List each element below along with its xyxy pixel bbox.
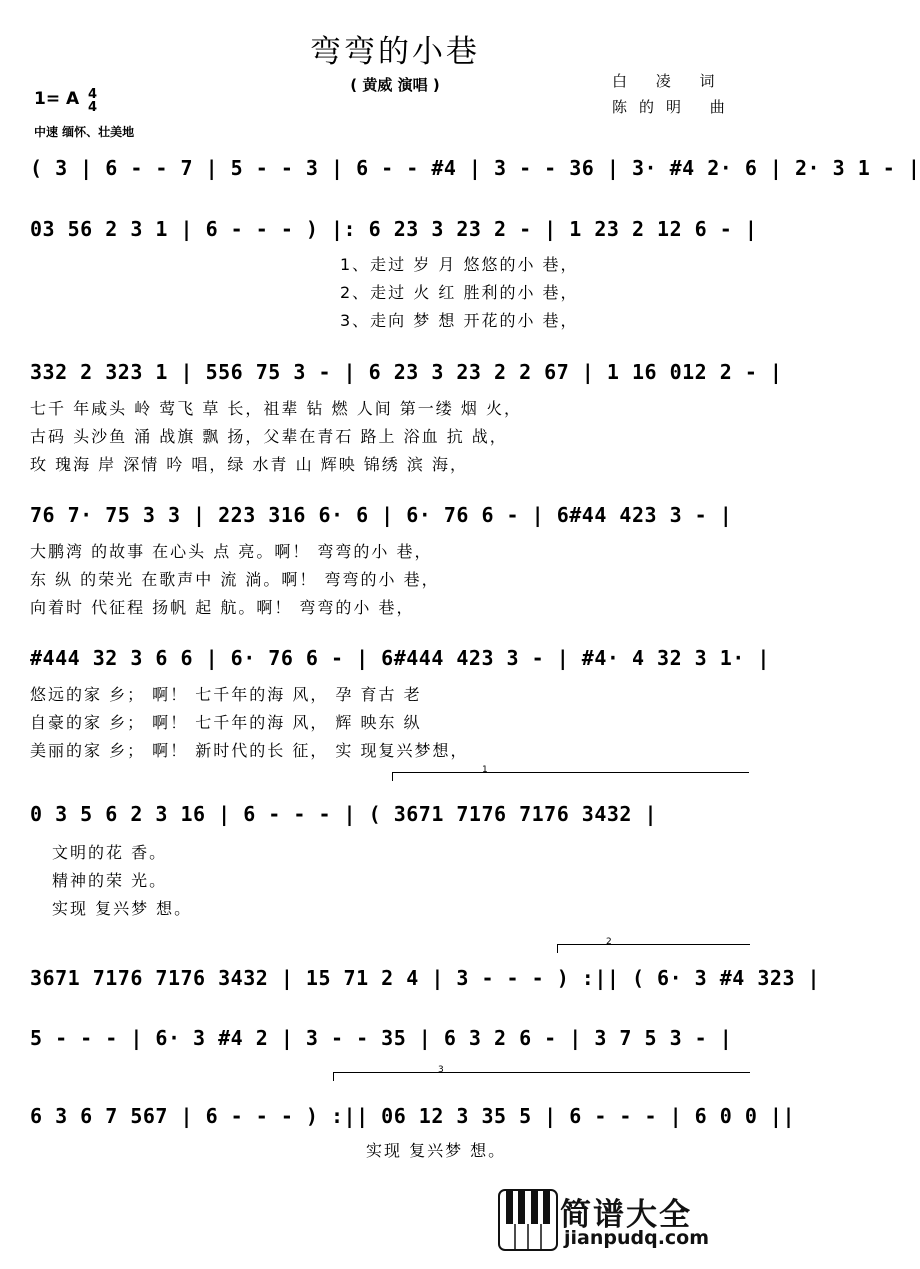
singer-credit: ( 黄威 演唱 ) [350, 76, 440, 94]
notation-line-8: 5 - - - | 6· 3 #4 2 | 3 - - 35 | 6 3 2 6 - | 3 7 5 3 - | [30, 1026, 733, 1050]
lyric-line-4-verse-2: 东 纵 的荣光 在歌声中 流 淌。啊！ 弯弯的小 巷， [30, 570, 440, 589]
lyric-line-2-verse-2: 2、走过 火 红 胜利的小 巷， [340, 283, 579, 302]
volta-bracket-2 [557, 944, 750, 953]
lyric-line-3-verse-1: 七千 年咸头 岭 莺飞 草 长，祖辈 钻 燃 人间 第一缕 烟 火， [30, 399, 522, 418]
time-signature-bottom: 4 [88, 100, 98, 115]
notation-line-6: 0 3 5 6 2 3 16 | 6 - - - | ( 3671 7176 7176 3432 | [30, 802, 658, 826]
composer-credit: 陈的明 曲 [612, 98, 737, 116]
volta-bracket-3 [333, 1072, 750, 1081]
lyric-line-9-verse-1: 实现 复兴梦 想。 [366, 1141, 507, 1160]
time-signature-top: 4 [88, 87, 98, 102]
notation-line-9: 6 3 6 7 567 | 6 - - - ) :|| 06 12 3 35 5 | 6 - - - | 6 0 0 || [30, 1104, 796, 1128]
key-signature: 1= A [34, 89, 80, 109]
logo-name: 简谱大全 [560, 1197, 692, 1233]
lyric-line-5-verse-2: 自豪的家 乡； 啊！ 七千年的海 风， 辉 映东 纵 [30, 713, 422, 732]
lyric-line-6-verse-1: 文明的花 香。 [52, 843, 168, 862]
lyric-line-6-verse-2: 精神的荣 光。 [52, 871, 168, 890]
notation-line-3: 332 2 323 1 | 556 75 3 - | 6 23 3 23 2 2 67 | 1 16 012 2 - | [30, 360, 783, 384]
lyric-line-5-verse-1: 悠远的家 乡； 啊！ 七千年的海 风， 孕 育古 老 [30, 685, 422, 704]
site-logo [560, 1187, 778, 1257]
song-title: 弯弯的小巷 [310, 34, 480, 70]
volta-bracket-1 [392, 772, 749, 781]
lyricist-credit: 白 凌 词 [612, 72, 727, 90]
lyric-line-2-verse-3: 3、走向 梦 想 开花的小 巷， [340, 311, 579, 330]
lyric-line-2-verse-1: 1、走过 岁 月 悠悠的小 巷， [340, 255, 579, 274]
lyric-line-3-verse-2: 古码 头沙鱼 涌 战旗 飘 扬，父辈在青石 路上 浴血 抗 战， [30, 427, 508, 446]
lyric-line-6-verse-3: 实现 复兴梦 想。 [52, 899, 193, 918]
lyric-line-4-verse-1: 大鹏湾 的故事 在心头 点 亮。啊！ 弯弯的小 巷， [30, 542, 433, 561]
notation-line-2: 03 56 2 3 1 | 6 - - - ) |: 6 23 3 23 2 - | 1 23 2 12 6 - | [30, 217, 758, 241]
lyric-line-4-verse-3: 向着时 代征程 扬帆 起 航。啊！ 弯弯的小 巷， [30, 598, 415, 617]
tempo-marking: 中速 缅怀、壮美地 [34, 125, 135, 139]
logo-url: jianpudq.com [564, 1227, 710, 1249]
notation-line-5: #444 32 3 6 6 | 6· 76 6 - | 6#444 423 3 - | #4· 4 32 3 1· | [30, 646, 770, 670]
piano-keys-icon [498, 1189, 558, 1251]
volta-number-2: 2 [606, 937, 612, 947]
notation-line-7: 3671 7176 7176 3432 | 15 71 2 4 | 3 - - - ) :|| ( 6· 3 #4 323 | [30, 966, 821, 990]
volta-number-1: 1 [482, 765, 488, 775]
notation-line-4: 76 7· 75 3 3 | 223 316 6· 6 | 6· 76 6 - | 6#44 423 3 - | [30, 503, 733, 527]
notation-line-1: ( 3 | 6 - - 7 | 5 - - 3 | 6 - - #4 | 3 - - 36 | 3· #4 2· 6 | 2· 3 1 - | [30, 156, 920, 180]
volta-number-3: 3 [438, 1065, 444, 1075]
time-signature [88, 88, 97, 114]
lyric-line-3-verse-3: 玫 瑰海 岸 深情 吟 唱，绿 水青 山 辉映 锦绣 滨 海， [30, 455, 468, 474]
lyric-line-5-verse-3: 美丽的家 乡； 啊！ 新时代的长 征， 实 现复兴梦想， [30, 741, 469, 760]
